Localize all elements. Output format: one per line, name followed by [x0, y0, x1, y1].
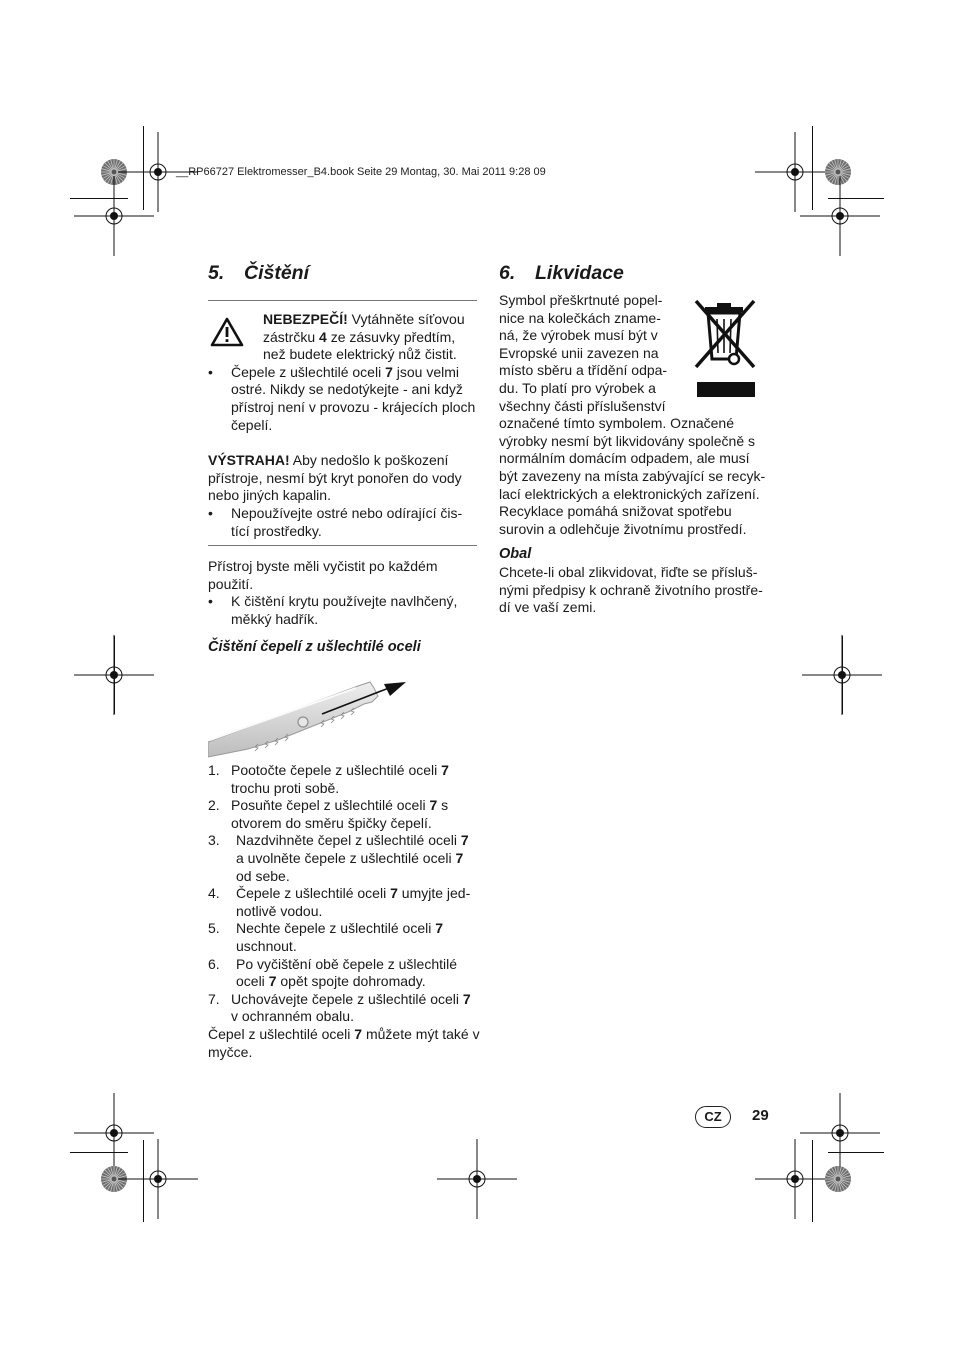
bullet-text: K čištění krytu používejte navlhčený, měkký hadřík.: [231, 593, 458, 627]
warning-triangle-icon: [210, 317, 244, 347]
part-ref: 7: [390, 885, 398, 902]
danger-text: Vytáhněte síťovou: [347, 311, 465, 327]
step-item: [208, 885, 480, 920]
bullet-item: [208, 593, 478, 628]
text-run: uschnout.: [236, 937, 297, 954]
packaging-text: [499, 564, 769, 617]
bullet-item: [208, 364, 478, 434]
text-line: ná, že výrobek musí být v: [499, 327, 658, 344]
step-text: [231, 991, 471, 1025]
subheading-blade-cleaning: Čištění čepelí z ušlechtilé oceli: [208, 638, 421, 655]
warning-text: Aby nedošlo k poškození přístroje, nesmí být kryt ponořen do vody nebo jiných kapalin.: [208, 452, 462, 504]
section-number: 6.: [499, 262, 516, 284]
text-line: lací elektrických a elektronických zařízení.: [499, 485, 760, 502]
text-line: surovin a odlehčuje životnímu prostředí.: [499, 520, 747, 537]
step-item: [208, 762, 480, 797]
step-number: 1.: [208, 762, 220, 778]
registration-mark-icon: [74, 176, 154, 256]
text-run: Nazdvihněte čepel z ušlechtilé oceli: [236, 832, 461, 849]
text-run: opět spojte dohromady.: [276, 973, 426, 990]
crop-line: [70, 1152, 128, 1153]
part-ref: 7: [268, 973, 277, 990]
bullet-text: Nepoužívejte ostré nebo odírající čis-tící prostředky.: [231, 504, 463, 539]
danger-label: NEBEZPEČÍ!: [263, 311, 348, 327]
crossed-bin-weee-icon: [693, 297, 757, 397]
text-run: v ochranném obalu.: [231, 1008, 354, 1025]
step-number: 2.: [208, 797, 220, 814]
text-line: normálním domácím odpadem, ale musí: [499, 450, 750, 467]
text-run: s otvorem do směru špičky čepelí.: [231, 797, 449, 831]
crop-line: [143, 1140, 144, 1222]
text-run: a uvolněte čepele z ušlechtilé oceli: [236, 849, 456, 866]
text-line: nice na kolečkách zname-: [499, 309, 661, 326]
step-number: 5.: [208, 920, 220, 937]
section-title: Likvidace: [535, 262, 624, 284]
bullet-dot: •: [208, 593, 213, 610]
step-number: 6.: [208, 955, 220, 972]
text-line: výrobky nesmí být likvidovány společně s: [499, 432, 755, 449]
page-number: 29: [752, 1107, 769, 1124]
danger-line-3: než budete elektrický nůž čistit.: [263, 346, 457, 363]
text-line: všechny části příslušenství: [499, 397, 666, 414]
step-text: [236, 832, 469, 883]
clean-text: Přístroj byste měli vyčistit po každém použití.: [208, 558, 438, 592]
crop-line: [70, 198, 128, 199]
text-line: Chcete-li obal zlikvidovat, řiďte se přísluš-: [499, 563, 758, 580]
section-title: Čištění: [244, 262, 310, 284]
step-item: [208, 832, 480, 885]
step-number: 4.: [208, 885, 220, 902]
text-run: trochu proti sobě.: [231, 779, 340, 796]
registration-mark-icon: [437, 1139, 517, 1219]
text-line: být zavezeny na místa zabývající se recyk-: [499, 467, 766, 484]
packaging-heading: Obal: [499, 546, 532, 563]
text-run: Posuňte čepel z ušlechtilé oceli: [231, 797, 430, 814]
text-run: od sebe.: [236, 867, 290, 884]
part-ref: 7: [460, 832, 469, 849]
part-ref: 7: [441, 762, 449, 778]
part-ref: 4: [319, 328, 327, 345]
crop-line: [828, 198, 884, 199]
part-ref: 7: [435, 920, 444, 937]
section-number: 5.: [208, 262, 225, 284]
crop-line: [842, 636, 843, 714]
note-text: Čepel z ušlechtilé oceli: [208, 1025, 355, 1042]
bullet-text: [231, 364, 475, 433]
step-item: [208, 956, 480, 991]
step-number: 7.: [208, 990, 220, 1007]
part-ref: 7: [455, 849, 464, 866]
text-line: nými předpisy k ochraně životního prostře-: [499, 581, 763, 598]
disposal-text-full: [499, 415, 769, 538]
step-text: [231, 762, 449, 796]
text-run: Po vyčištění obě čepele z ušlechtilé oceli: [236, 955, 458, 990]
bullet-item: [208, 505, 478, 540]
text-line: Evropské unii zavezen na: [499, 344, 659, 361]
final-note: [208, 1026, 480, 1061]
step-text: [236, 956, 457, 990]
step-text: [236, 885, 470, 919]
text-run: Uchovávejte čepele z ušlechtilé oceli: [231, 990, 463, 1007]
text-line: označené tímto symbolem. Označené: [499, 415, 735, 432]
file-header: __RP66727 Elektromesser_B4.book Seite 29 Montag, 30. Mai 2011 9:28 09: [176, 166, 546, 178]
registration-mark-icon: [118, 1139, 198, 1219]
text-run: jsou velmi ostré. Nikdy se nedotýkejte - ani když přístroj není v provozu - krájecích ploch čepelí.: [231, 363, 476, 433]
crop-line: [812, 1140, 813, 1222]
step-number: 3.: [208, 832, 220, 849]
knife-blade-illustration: [208, 676, 408, 758]
section-cleaning: [208, 258, 478, 656]
warning-notice: [208, 452, 478, 505]
text-line: Recyklace pomáhá snižovat spotřebu: [499, 503, 732, 520]
section-heading-cleaning: [208, 258, 478, 288]
part-ref: 7: [354, 1025, 363, 1042]
danger-notice: [208, 311, 478, 364]
danger-line-2: [263, 329, 478, 347]
step-item: [208, 920, 480, 955]
language-badge: CZ: [695, 1106, 731, 1128]
bullet-dot: •: [208, 504, 213, 521]
warning-label: VÝSTRAHA!: [208, 452, 290, 469]
text-line: dí ve vaší zemi.: [499, 599, 597, 616]
crop-line: [143, 126, 144, 210]
section-heading-disposal: [499, 258, 769, 288]
text-run: Pootočte čepele z ušlechtilé oceli: [231, 762, 442, 778]
danger-text: zástrčku: [263, 328, 320, 345]
text-run: umyjte jed-notlivě vodou.: [236, 885, 471, 919]
note-text: můžete mýt také v myčce.: [208, 1025, 480, 1060]
step-text: [231, 797, 448, 831]
color-wheel-icon: [823, 1164, 853, 1194]
text-run: Čepele z ušlechtilé oceli: [236, 885, 391, 902]
part-ref: 7: [429, 797, 438, 814]
step-item: [208, 797, 480, 832]
danger-text: ze zásuvky předtím,: [326, 328, 456, 345]
crop-line: [114, 636, 115, 714]
part-ref: 7: [385, 363, 393, 380]
step-item: [208, 991, 480, 1026]
danger-line-1: [263, 311, 478, 329]
steps-list: [208, 762, 480, 1061]
text-line: Symbol přeškrtnuté popel-: [499, 292, 663, 308]
bullet-dot: •: [208, 363, 213, 380]
part-ref: 7: [462, 990, 471, 1007]
text-run: Čepele z ušlechtilé oceli: [231, 363, 386, 380]
text-line: du. To platí pro výrobek a: [499, 379, 656, 396]
step-text: [236, 920, 443, 954]
crop-line: [828, 1152, 884, 1153]
text-run: Nechte čepele z ušlechtilé oceli: [236, 920, 436, 937]
text-line: místo sběru a třídění odpa-: [499, 362, 668, 379]
crop-line: [812, 126, 813, 210]
